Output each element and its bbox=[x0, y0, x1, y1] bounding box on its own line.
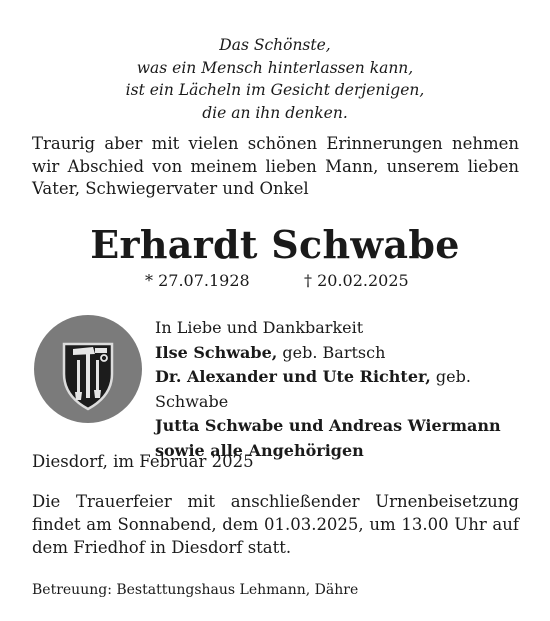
mourner-line bbox=[155, 341, 535, 366]
deceased-name: Erhardt Schwabe bbox=[90, 222, 460, 267]
mourner-line: Jutta Schwabe und Andreas Wiermann bbox=[155, 416, 501, 435]
poem-line: was ein Mensch hinterlassen kann, bbox=[136, 58, 414, 77]
mourner-name: Ilse Schwabe, bbox=[155, 342, 278, 362]
poem-line: Das Schönste, bbox=[219, 36, 331, 54]
intro-text: Traurig aber mit vielen schönen Erinnerungen nehmen wir Abschied von meinem lieben Mann, unserem lieben Vater, Schwiegervater und Onkel bbox=[32, 134, 519, 198]
mourner-name: Dr. Alexander und Ute Richter, bbox=[155, 367, 431, 386]
mourner-line: sowie alle Angehörigen bbox=[155, 440, 364, 460]
mourner-line bbox=[155, 365, 535, 414]
mourners-lead: In Liebe und Dankbarkeit bbox=[155, 318, 364, 337]
funeral-service-info: Die Trauerfeier mit anschließender Urnenbeisetzung findet am Sonnabend, dem 01.03.2025, um 13.00 Uhr auf dem Friedhof in Diesdorf statt. bbox=[32, 492, 519, 557]
death-date: † 20.02.2025 bbox=[304, 271, 409, 290]
place-and-date: Diesdorf, im Februar 2025 bbox=[32, 452, 254, 471]
funeral-home-credit: Betreuung: Bestattungshaus Lehmann, Dähre bbox=[32, 582, 359, 598]
mourners-list bbox=[155, 316, 535, 463]
poem-line: ist ein Lächeln im Gesicht derjenigen, bbox=[125, 81, 425, 99]
carpenter-guild-emblem-icon bbox=[33, 314, 143, 424]
mourner-birth-name: geb. Schwabe bbox=[155, 367, 471, 411]
mourner-birth-name: geb. Bartsch bbox=[277, 342, 386, 362]
poem-line: die an ihn denken. bbox=[202, 103, 348, 122]
birth-date: * 27.07.1928 bbox=[145, 271, 250, 290]
memorial-poem bbox=[0, 34, 550, 124]
